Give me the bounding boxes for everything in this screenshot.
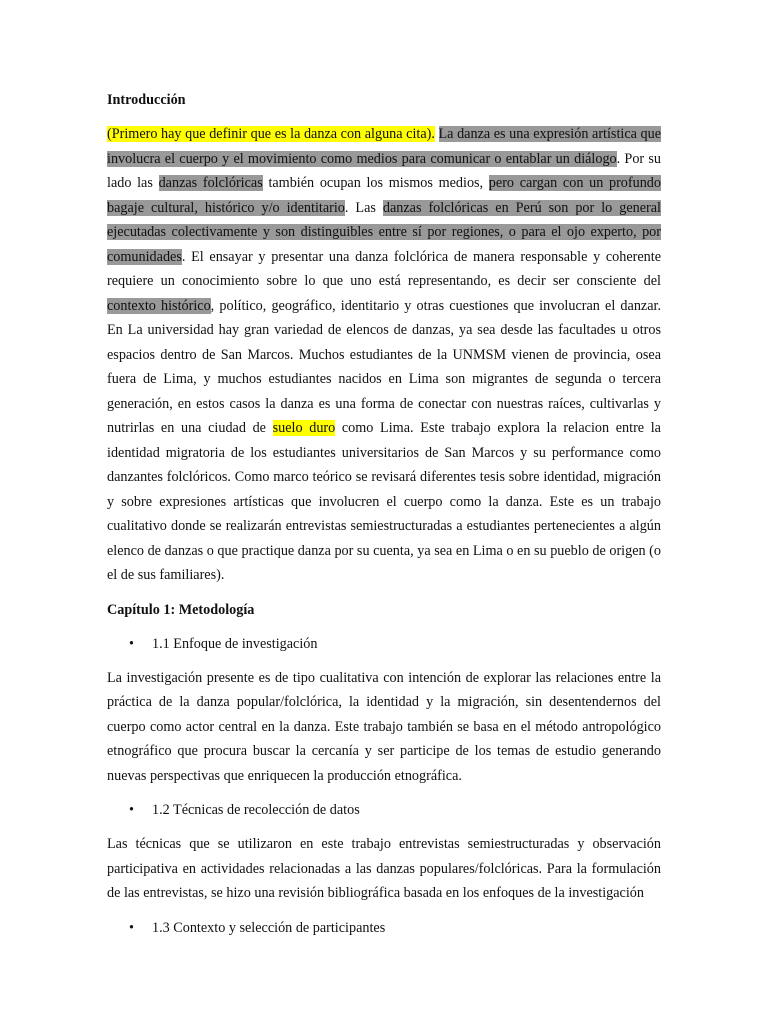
text-run: . Las — [344, 199, 383, 216]
highlighted-text-yellow: suelo duro — [272, 420, 336, 436]
text-run: . Por su lado las — [107, 150, 661, 191]
document-page — [107, 88, 661, 940]
chapter1-heading: Capítulo 1: Metodología — [107, 601, 255, 618]
bullet-icon: • — [129, 919, 134, 936]
highlighted-text-gray: danzas folclóricas en Perú son por lo general ejecutadas colectivamente y son distinguibles entre sí por regiones, o para el ojo experto, por comunidades — [107, 199, 661, 265]
text-run: . El ensayar y presentar una danza folclórica de manera responsable y coherente requiere un conocimiento sobre lo que uno está representando, es decir ser consciente del — [107, 248, 661, 289]
highlighted-text-gray: La danza es una expresión artística que involucra el cuerpo y el movimiento como medios para comunicar o entablar un diálogo — [107, 126, 662, 167]
intro-paragraph — [107, 122, 661, 588]
bullet-icon: • — [129, 802, 134, 818]
text-run: también ocupan los mismos medios, — [262, 175, 489, 191]
bullet-item-1-2 — [107, 798, 661, 822]
bullet-item-1-3 — [107, 916, 661, 940]
section-paragraph-1-2: Las técnicas que se utilizaron en este trabajo entrevistas semiestructuradas y observación participativa en actividades relacionadas a las danzas populares/folclóricas. Para la formulación de las entrevistas, se hizo una revisión bibliográfica basada en los enfoques de la investigación — [107, 836, 661, 901]
section-heading-1-2: 1.2 Técnicas de recolección de datos — [152, 802, 360, 818]
highlighted-text-gray: danzas folclóricas — [158, 175, 263, 191]
highlighted-text-yellow: (Primero hay que definir que es la danza con alguna cita). — [107, 126, 435, 142]
bullet-item-1-1 — [107, 632, 661, 656]
text-run: , político, geográfico, identitario y otras cuestiones que involucran el danzar. En La universidad hay gran variedad de elencos de danzas, ya sea desde las facultades u otros espacios dentro de San Marcos. Muchos estudiantes de la UNMSM vienen de provincia, osea fuera de Lima, y muchos estudiantes nacidos en Lima son migrantes de segunda o tercera generación, en estos casos la danza es una forma de conectar con nuestras raíces, cultivarlas y nutrirlas en una ciudad de — [107, 297, 661, 436]
highlighted-text-gray: pero cargan con un profundo bagaje cultural, histórico y/o identitario — [107, 175, 661, 216]
highlighted-text-gray: contexto histórico — [107, 297, 211, 314]
text-run: como Lima. Este trabajo explora la relacion entre la identidad migratoria de los estudiantes universitarios de San Marcos y su performance como danzantes folclóricos. Como marco teórico se revisará diferentes tesis sobre identidad, migración y sobre expresiones artísticas que involucren el cuerpo como la danza. Este es un trabajo cualitativo donde se realizarán entrevistas semiestructuradas a estudiantes pertenecientes a algún elenco de danzas o que practique danza por su cuenta, ya sea en Lima o en su pueblo de origen (o el de sus familiares). — [107, 420, 661, 583]
bullet-icon: • — [129, 635, 134, 652]
section-heading-1-1: 1.1 Enfoque de investigación — [152, 635, 318, 652]
intro-heading: Introducción — [107, 92, 186, 108]
section-heading-1-3: 1.3 Contexto y selección de participantes — [152, 919, 386, 936]
text-run — [435, 126, 439, 142]
section-paragraph-1-1: La investigación presente es de tipo cualitativa con intención de explorar las relaciones entre la práctica de la danza popular/folclórica, la identidad y la migración, sin desentendernos del cuerpo como actor central en la danza. Este trabajo también se basa en el método antropológico etnográfico que procura buscar la cercanía y ser participe de los temas de estudio generando nuevas perspectivas que enriquecen la producción etnográfica. — [107, 669, 661, 784]
